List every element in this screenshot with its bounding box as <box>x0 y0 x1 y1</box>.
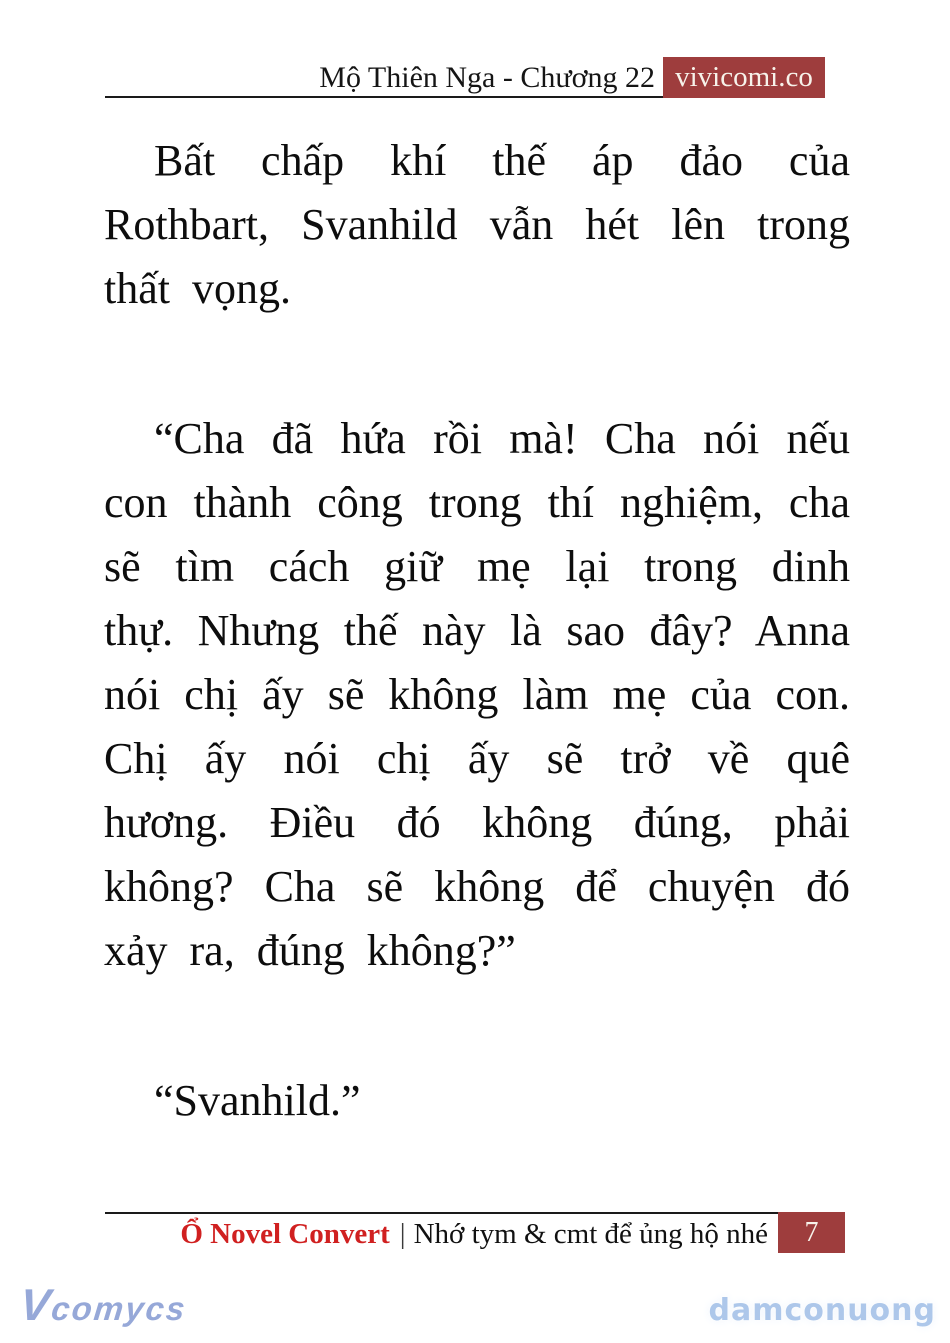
chapter-text <box>104 129 850 1133</box>
footer-note: Nhớ tym & cmt để ủng hộ nhé <box>413 1218 768 1250</box>
site-badge: vivicomi.co <box>663 57 825 98</box>
brand-name: Ổ Novel Convert <box>180 1218 390 1250</box>
footer-credit <box>105 1214 768 1255</box>
chapter-title: Mộ Thiên Nga - Chương 22 <box>319 61 655 94</box>
paragraph: “Cha đã hứa rồi mà! Cha nói nếu con thành công trong thí nghiệm, cha sẽ tìm cách giữ mẹ lại trong dinh thự. Nhưng thế này là sao đây? Anna nói chị ấy sẽ không làm mẹ của con. Chị ấy nói chị ấy sẽ trở về quê hương. Điều đó không đúng, phải không? Cha sẽ không để chuyện đó xảy ra, đúng không?” <box>104 414 850 975</box>
vcomycs-watermark: Vcomycs <box>17 1281 189 1330</box>
damconuong-watermark: damconuong <box>708 1293 936 1328</box>
page-number-badge: 7 <box>778 1212 845 1253</box>
paragraph: Bất chấp khí thế áp đảo của Rothbart, Svanhild vẫn hét lên trong thất vọng. <box>104 136 850 313</box>
paragraph: “Svanhild.” <box>154 1076 361 1125</box>
separator: | <box>399 1218 406 1250</box>
